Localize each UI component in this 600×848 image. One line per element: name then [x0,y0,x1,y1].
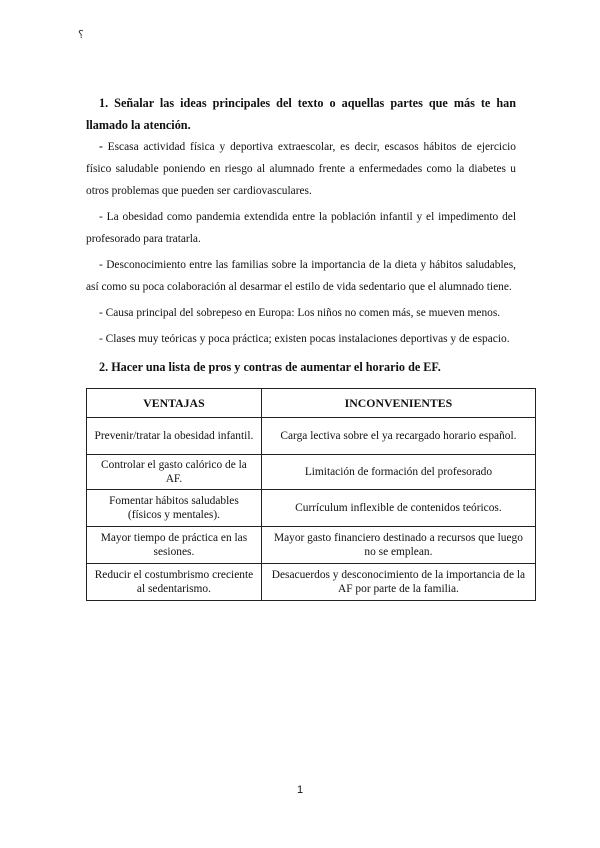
item-text: Causa principal del sobrepeso en Europa: Los niños no comen más, se mueven menos. [102,307,501,319]
section-1-heading: 1. Señalar las ideas principales del texto o aquellas partes que más te han llamado la atención. [86,96,516,132]
table-cell-ventaja: Prevenir/tratar la obesidad infantil. [87,418,262,455]
table-row [87,455,536,490]
table-cell-inconveniente: Currículum inflexible de contenidos teóricos. [261,490,535,527]
table-header-row [87,389,536,418]
table-cell-ventaja: Reducir el costumbrismo creciente al sedentarismo. [87,564,262,601]
item-dash: - [99,307,103,319]
item-text: Desconocimiento entre las familias sobre la importancia de la dieta y hábitos saludables, así como su poca colaboración al desarmar el estilo de vida sedentario que el alumnado tiene. [86,259,516,293]
document-body [86,92,526,601]
table-cell-ventaja: Mayor tiempo de práctica en las sesiones. [87,527,262,564]
list-item [86,136,516,202]
column-header-ventajas: VENTAJAS [87,389,262,418]
table-row [87,418,536,455]
table-cell-inconveniente: Mayor gasto financiero destinado a recursos que luego no se emplean. [261,527,535,564]
table-cell-inconveniente: Carga lectiva sobre el ya recargado horario español. [261,418,535,455]
column-header-inconvenientes: INCONVENIENTES [261,389,535,418]
corner-mark: ؟ [78,29,84,41]
item-dash: - [99,259,103,271]
page-number: 1 [296,784,304,796]
list-item [86,328,516,350]
table-row [87,527,536,564]
list-item [86,254,516,298]
item-dash: - [99,211,103,223]
item-text: Clases muy teóricas y poca práctica; existen pocas instalaciones deportivas y de espacio. [102,333,510,345]
table-cell-inconveniente: Desacuerdos y desconocimiento de la importancia de la AF por parte de la familia. [261,564,535,601]
pros-cons-table [86,388,536,601]
section-2-heading: 2. Hacer una lista de pros y contras de aumentar el horario de EF. [99,360,441,374]
item-text: La obesidad como pandemia extendida entre la población infantil y el impedimento del profesorado para tratarla. [86,211,516,245]
table-row [87,490,536,527]
list-item [86,302,516,324]
item-dash: - [99,333,103,345]
list-item [86,206,516,250]
table-cell-ventaja: Fomentar hábitos saludables (físicos y mentales). [87,490,262,527]
table-row [87,564,536,601]
item-text: Escasa actividad física y deportiva extraescolar, es decir, escasos hábitos de ejercicio físico saludable poniendo en riesgo al alumnado frente a enfermedades como la diabetes u otros problemas que pueden ser cardiovasculares. [86,141,516,197]
item-dash: - [99,141,103,153]
table-cell-inconveniente: Limitación de formación del profesorado [261,455,535,490]
table-cell-ventaja: Controlar el gasto calórico de la AF. [87,455,262,490]
